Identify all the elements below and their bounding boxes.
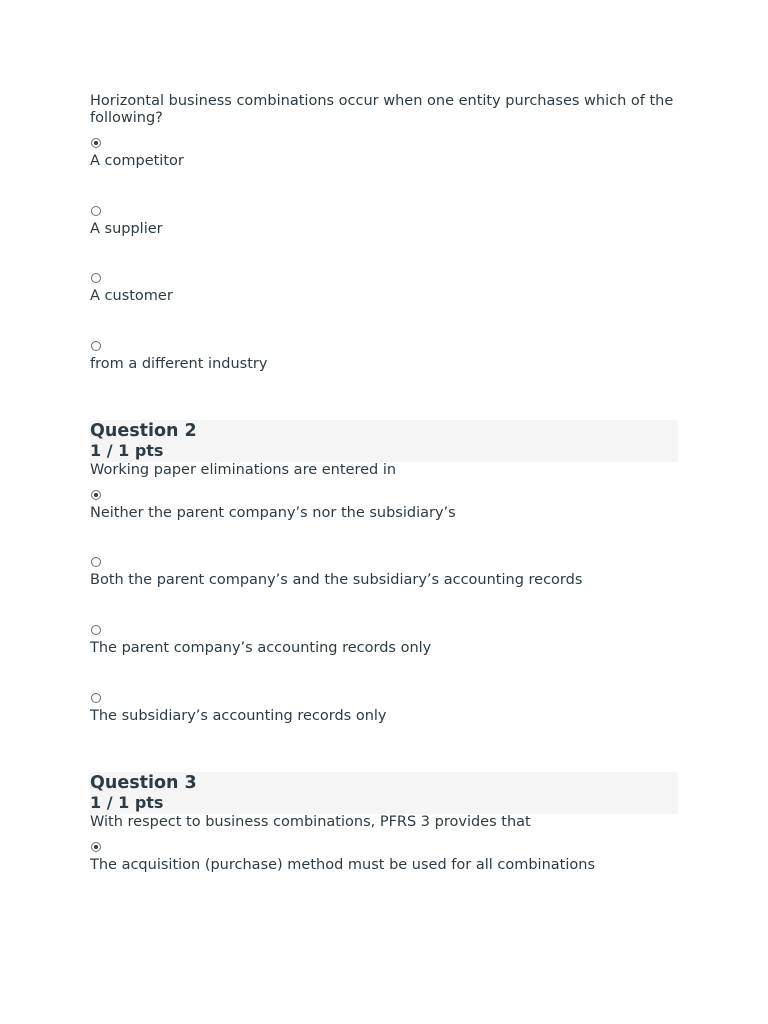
question-1-options	[90, 138, 678, 409]
answer-option[interactable]	[90, 490, 678, 558]
question-2-options	[90, 490, 678, 761]
radio-icon[interactable]	[91, 625, 101, 635]
answer-option[interactable]	[90, 625, 678, 693]
radio-selected-icon[interactable]	[91, 842, 101, 852]
question-1	[90, 93, 678, 409]
radio-icon[interactable]	[91, 273, 101, 283]
answer-label: The subsidiary’s accounting records only	[90, 707, 387, 724]
answer-option[interactable]	[90, 206, 678, 274]
answer-option[interactable]	[90, 273, 678, 341]
question-header	[90, 420, 678, 462]
radio-selected-icon[interactable]	[91, 138, 101, 148]
answer-option[interactable]	[90, 842, 678, 910]
question-3-prompt: With respect to business combinations, PFRS 3 provides that	[90, 813, 531, 830]
answer-option[interactable]	[90, 341, 678, 409]
question-header	[90, 772, 678, 814]
question-2-prompt: Working paper eliminations are entered in	[90, 461, 397, 478]
answer-label: from a different industry	[90, 356, 268, 373]
question-3	[90, 772, 678, 910]
answer-option[interactable]	[90, 693, 678, 761]
question-title: Question 2	[90, 420, 197, 441]
question-1-prompt: Horizontal business combinations occur when one entity purchases which of the following?	[90, 93, 674, 126]
answer-label: A competitor	[90, 153, 184, 169]
question-3-options	[90, 842, 678, 910]
question-points: 1 / 1 pts	[90, 792, 164, 812]
answer-label: The acquisition (purchase) method must be used for all combinations	[90, 856, 595, 873]
answer-option[interactable]	[90, 138, 678, 206]
answer-label: A supplier	[90, 220, 163, 237]
quiz-page	[90, 93, 678, 909]
answer-label: A customer	[90, 288, 173, 305]
radio-selected-icon[interactable]	[91, 490, 101, 500]
radio-icon[interactable]	[91, 206, 101, 216]
question-points: 1 / 1 pts	[90, 440, 164, 460]
answer-label: Neither the parent company’s nor the subsidiary’s	[90, 504, 456, 521]
question-2	[90, 420, 678, 761]
radio-icon[interactable]	[91, 341, 101, 351]
radio-icon[interactable]	[91, 557, 101, 567]
answer-label: The parent company’s accounting records only	[90, 640, 432, 657]
answer-option[interactable]	[90, 557, 678, 625]
radio-icon[interactable]	[91, 693, 101, 703]
answer-label: Both the parent company’s and the subsidiary’s accounting records	[90, 572, 583, 589]
question-title: Question 3	[90, 772, 197, 793]
